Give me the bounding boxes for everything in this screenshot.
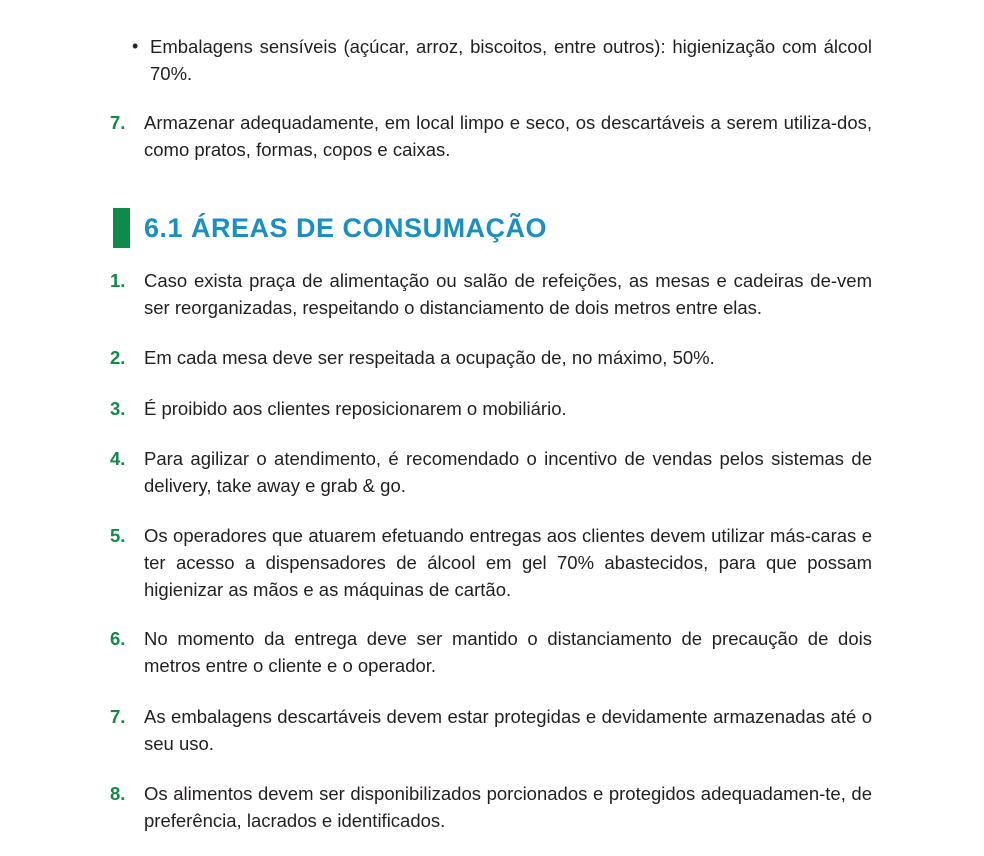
bullet-text: Embalagens sensíveis (açúcar, arroz, biscoitos, entre outros): higienização com álcool 70%.	[150, 36, 872, 84]
item-text: É proibido aos clientes reposicionarem o mobiliário.	[144, 398, 567, 419]
item-text: Os operadores que atuarem efetuando entregas aos clientes devem utilizar más-caras e ter acesso a dispensadores de álcool em gel 70% abastecidos, para que possam higienizar as mãos e as máquinas de cartão.	[144, 525, 872, 600]
list-item-3	[110, 395, 872, 422]
list-item-bullet	[132, 33, 872, 87]
list-item-6	[110, 625, 872, 679]
item-number: 5.	[110, 525, 126, 546]
item-number: 1.	[110, 270, 126, 291]
item-text: Caso exista praça de alimentação ou salão de refeições, as mesas e cadeiras de-vem ser reorganizadas, respeitando o distanciamento de dois metros entre elas.	[144, 270, 872, 318]
list-item-7-previous	[110, 109, 872, 163]
section-accent-bar	[113, 208, 130, 248]
list-item-7	[110, 703, 872, 757]
item-text: Para agilizar o atendimento, é recomendado o incentivo de vendas pelos sistemas de delivery, take away e grab & go.	[144, 448, 872, 496]
section-heading: 6.1 ÁREAS DE CONSUMAÇÃO	[144, 213, 548, 243]
item-text: Armazenar adequadamente, em local limpo e seco, os descartáveis a serem utiliza-dos, como pratos, formas, copos e caixas.	[144, 112, 872, 160]
item-number: 3.	[110, 398, 126, 419]
list-item-5	[110, 522, 872, 603]
item-number: 7.	[110, 112, 126, 133]
list-item-8	[110, 780, 872, 834]
list-item-2	[110, 344, 872, 371]
list-item-1	[110, 267, 872, 321]
item-text: No momento da entrega deve ser mantido o distanciamento de precaução de dois metros entre o cliente e o operador.	[144, 628, 872, 676]
item-number: 2.	[110, 347, 126, 368]
bullet-marker: •	[132, 36, 139, 56]
item-text: As embalagens descartáveis devem estar protegidas e devidamente armazenadas até o seu uso.	[144, 706, 872, 754]
item-number: 4.	[110, 448, 126, 469]
item-number: 6.	[110, 628, 126, 649]
list-item-4	[110, 445, 872, 499]
item-number: 8.	[110, 783, 126, 804]
item-text: Os alimentos devem ser disponibilizados porcionados e protegidos adequadamen-te, de preferência, lacrados e identificados.	[144, 783, 872, 831]
item-number: 7.	[110, 706, 126, 727]
item-text: Em cada mesa deve ser respeitada a ocupação de, no máximo, 50%.	[144, 347, 715, 368]
